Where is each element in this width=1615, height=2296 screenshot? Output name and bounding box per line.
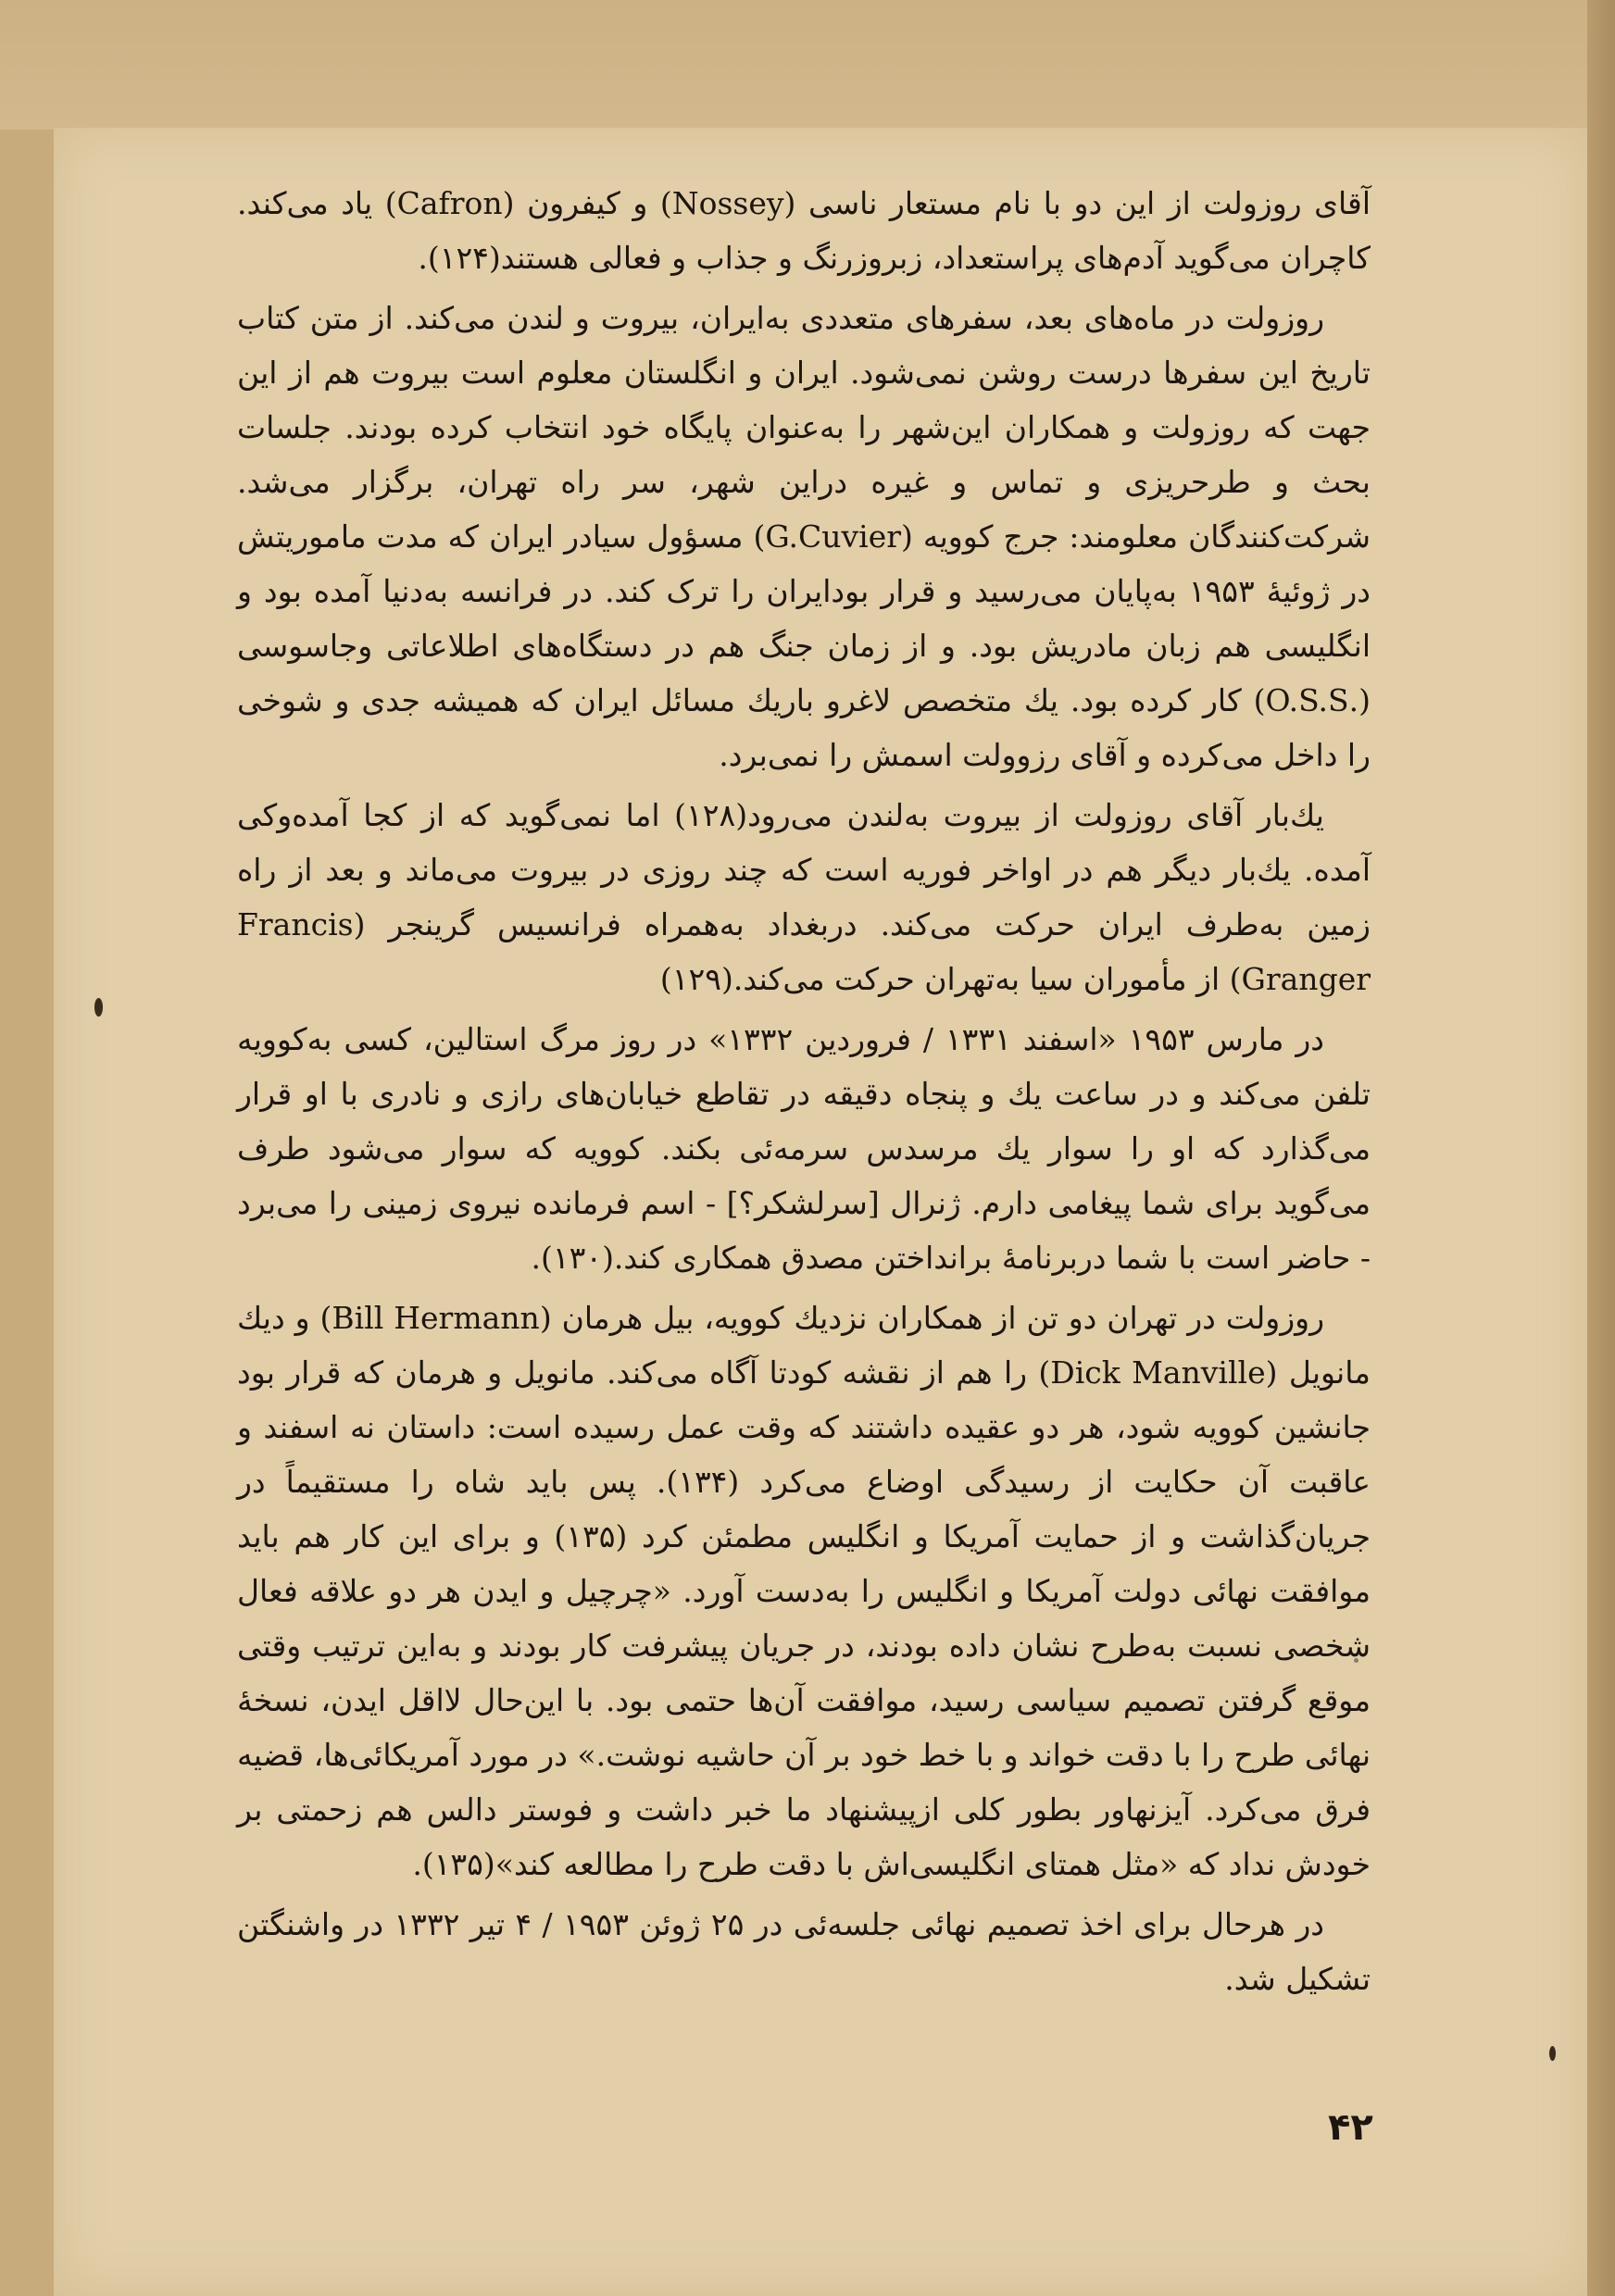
paragraph: یك‌بار آقای روزولت از بیروت به‌لندن می‌رود(۱۲۸) اما نمی‌گوید که از کجا آمده‌وکی آمده. یك‌بار دیگر هم در اواخر فوریه است که چند روزی در بیروت می‌ماند و بعد از راه زمین به‌طرف ایران حرکت می‌کند. دربغداد به‌همراه فرانسیس گرینجر (Francis Granger) از مأموران سیا به‌تهران حرکت می‌کند.(۱۲۹) [237, 797, 1371, 997]
page-right-edge [1587, 0, 1615, 2296]
paragraph: در هرحال برای اخذ تصمیم نهائی جلسه‌ئی در ۲۵ ژوئن ۱۹۵۳ / ۴ تیر ۱۳۳۲ در واشنگتن تشکیل شد. [237, 1906, 1371, 1997]
ink-spot [1549, 2046, 1556, 2061]
ink-spot [94, 998, 103, 1017]
body-text [237, 176, 1371, 2012]
paragraph: در مارس ۱۹۵۳ «اسفند ۱۳۳۱ / فروردین ۱۳۳۲» در روز مرگ استالین، کسی به‌کوویه تلفن می‌کند و در ساعت یك و پنجاه دقیقه در تقاطع خیابان‌های رازی و نادری با او قرار می‌گذارد که او را سوار یك مرسدس سرمه‌ئی بکند. کوویه که سوار می‌شود طرف می‌گوید برای شما پیغامی دارم. ژنرال [سرلشکر؟] - اسم فرمانده نیروی زمینی را می‌برد - حاضر است با شما دربرنامهٔ برانداختن مصدق همکاری کند.(۱۳۰). [237, 1021, 1371, 1276]
paragraph: روزولت در ماه‌های بعد، سفرهای متعددی به‌ایران، بیروت و لندن می‌کند. از متن کتاب تاریخ این سفرها درست روشن نمی‌شود. ایران و انگلستان معلوم است بیروت هم از این جهت که روزولت و همکاران این‌شهر را به‌عنوان پایگاه خود انتخاب کرده بودند. جلسات بحث و طرحریزی و تماس و غیره دراین شهر، سر راه تهران، برگزار می‌شد. شرکت‌کنندگان معلومند: جرج کوویه (G.Cuvier) مسؤول سیادر ایران که مدت ماموریتش در ژوئیهٔ ۱۹۵۳ به‌پایان می‌رسید و قرار بودایران را ترک کند. در فرانسه به‌دنیا آمده بود و انگلیسی هم زبان مادریش بود. و از زمان جنگ هم در دستگاه‌های اطلاعاتی وجاسوسی (.O.S.S) کار کرده بود. یك متخصص لاغرو باریك مسائل ایران که همیشه جدی و شوخی را داخل می‌کرده و آقای رزوولت اسمش را نمی‌برد. [237, 300, 1371, 773]
paragraph: آقای روزولت از این دو با نام مستعار ناسی (Nossey) و کیفرون (Cafron) یاد می‌کند. کاچران می‌گوید آدم‌های پراستعداد، زبروزرنگ و جذاب و فعالی هستند(۱۲۴). [237, 185, 1371, 276]
page-number: ۴۲ [1328, 2106, 1373, 2149]
page-top-edge [0, 0, 1615, 130]
paragraph: روزولت در تهران دو تن از همکاران نزدیك کوویه، بیل هرمان (Bill Hermann) و دیك مانویل (Dick Manville) را هم از نقشه کودتا آگاه می‌کند. مانویل و هرمان که قرار بود جانشین کوویه شود، هر دو عقیده داشتند که وقت عمل رسیده است: داستان نه اسفند و عاقبت آن حکایت از رسیدگی اوضاع می‌کرد (۱۳۴). پس باید شاه را مستقیماً در جریان‌گذاشت و از حمایت آمریکا و انگلیس مطمئن کرد (۱۳۵) و برای این کار هم باید موافقت نهائی دولت آمریکا و انگلیس را به‌دست آورد. «چرچیل و ایدن هر دو علاقه فعال شخصی نسبت به‌طرح نشان داده بودند، در جریان پیشرفت کار بودند و به‌این ترتیب وقتی موقع گرفتن تصمیم سیاسی رسید، موافقت آن‌ها حتمی بود. با این‌حال لااقل ایدن، نسخهٔ نهائی طرح را با دقت خواند و با خط خود بر آن حاشیه نوشت.» در مورد آمریکائی‌ها، قضیه فرق می‌کرد. آیزنهاور بطور کلی ازپیشنهاد ما خبر داشت و فوستر دالس هم زحمتی بر خودش نداد که «مثل همتای انگلیسی‌اش با دقت طرح را مطالعه کند»(۱۳۵). [237, 1300, 1371, 1882]
